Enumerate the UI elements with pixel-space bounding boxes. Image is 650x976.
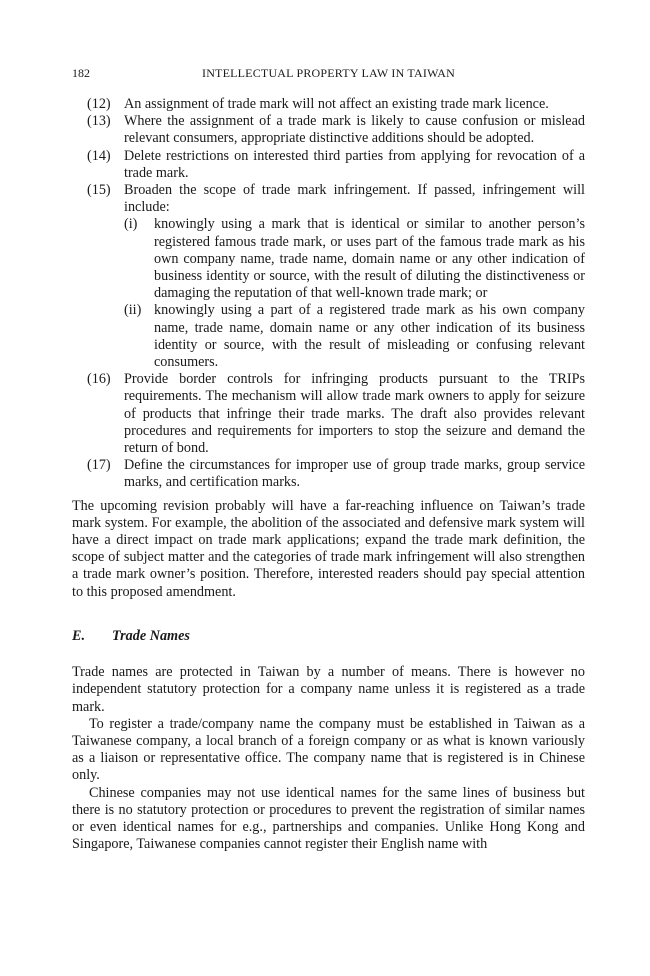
page-number: 182 <box>72 66 90 80</box>
list-item-16 <box>72 371 585 457</box>
list-item-17 <box>72 457 585 491</box>
list-number: (16) <box>87 371 111 388</box>
list-item-13 <box>72 113 585 147</box>
section-title: Trade Names <box>112 627 190 644</box>
list-text: Broaden the scope of trade mark infringement. If passed, infringement will include: <box>124 182 585 216</box>
list-text: Provide border controls for infringing products pursuant to the TRIPs requirements. The mechanism will allow trade mark owners to apply for seizure of products that infringe their trade marks. The draft also provides relevant procedures and requirements for importers to stop the seizure and demand the return of bond. <box>124 371 585 457</box>
closing-paragraph: The upcoming revision probably will have a far-reaching influence on Taiwan’s trade mark system. For example, the abolition of the associated and defensive mark system will have a direct impact on trade mark applications; expand the trade mark definition, the scope of subject matter and the categories of trade mark infringement will also strengthen a trade mark owner’s position. Therefore, interested readers should pay special attention to this proposed amendment. <box>72 497 585 600</box>
list-number: (14) <box>87 147 111 164</box>
list-number: (12) <box>87 96 111 112</box>
running-title: INTELLECTUAL PROPERTY LAW IN TAIWAN <box>202 66 455 80</box>
list-number: (13) <box>87 113 111 130</box>
list-text: Define the circumstances for improper use of group trade marks, group service marks, and certification marks. <box>124 457 585 491</box>
sub-item-number: (ii) <box>124 302 142 319</box>
sub-item-text: knowingly using a mark that is identical or similar to another person’s registered famous trade mark, or uses part of the famous trade mark as his own company name, trade name, domain name or any other indication of business identity or source, with the result of diluting the distinctiveness or damaging the reputation of that well-known trade mark; or <box>154 216 585 302</box>
sub-item-text: knowingly using a part of a registered trade mark as his own company name, trade name, domain name or any other indication of its business identity or source, with the result of misleading or confusing relevant consumers. <box>154 302 585 371</box>
sub-item-i <box>124 216 585 302</box>
page-body <box>72 96 585 853</box>
list-text: An assignment of trade mark will not affect an existing trade mark licence. <box>124 96 549 112</box>
list-number: (17) <box>87 457 111 474</box>
paragraph: To register a trade/company name the company must be established in Taiwan as a Taiwanese company, a local branch of a foreign company or as what is known variously as a liaison or representative office. The company name that is registered is in Chinese only. <box>72 715 585 784</box>
running-header <box>72 66 585 84</box>
sub-item-number: (i) <box>124 216 138 233</box>
list-item-14 <box>72 148 585 182</box>
list-item-12 <box>72 96 585 113</box>
section-letter: E. <box>72 627 86 644</box>
list-text: Where the assignment of a trade mark is likely to cause confusion or mislead relevant consumers, appropriate distinctive additions should be adopted. <box>124 113 585 147</box>
paragraph: Trade names are protected in Taiwan by a number of means. There is however no independent statutory protection for a company name unless it is registered as a trade mark. <box>72 664 585 715</box>
list-number: (15) <box>87 182 111 199</box>
section-heading <box>72 628 585 645</box>
sub-item-ii <box>124 302 585 371</box>
paragraph: Chinese companies may not use identical names for the same lines of business but there is no statutory protection or procedures to prevent the registration of similar names or even identical names for e.g., partnerships and companies. Unlike Hong Kong and Singapore, Taiwanese companies cannot register their English name with <box>72 784 585 853</box>
list-item-15 <box>72 182 585 371</box>
list-text: Delete restrictions on interested third parties from applying for revocation of a trade mark. <box>124 147 585 181</box>
